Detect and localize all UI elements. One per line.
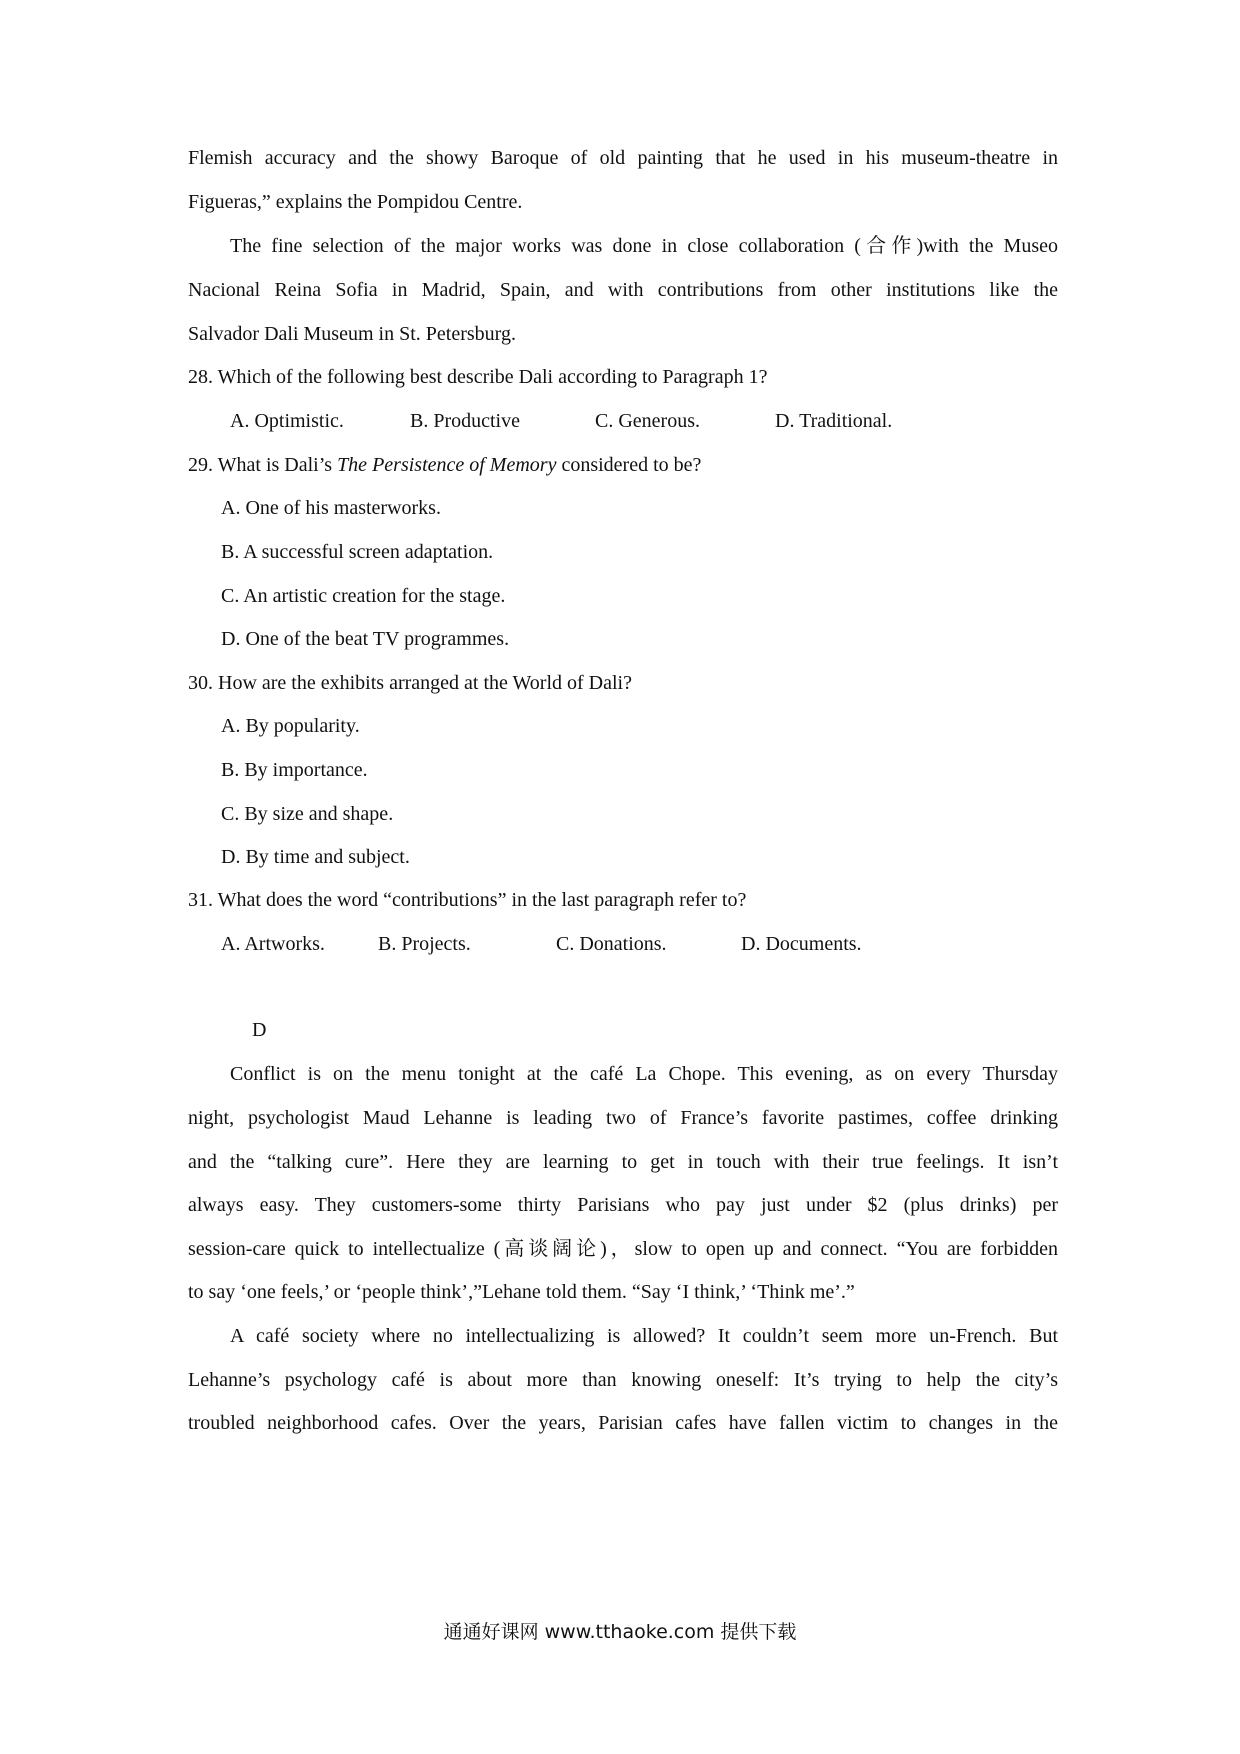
question-29-option-a: A. One of his masterworks. (221, 497, 441, 519)
question-29-stem-suffix: considered to be? (556, 454, 702, 476)
section-d-heading: D (252, 1019, 267, 1041)
section-d-para2-line-3: troubled neighborhood cafes. Over the years, Parisian cafes have fallen victim to changes in the (188, 1412, 1058, 1434)
question-29-stem-title: The Persistence of Memory (337, 454, 557, 476)
question-28-option-b: B. Productive (410, 410, 520, 432)
section-d-para1-line-1: Conflict is on the menu tonight at the café La Chope. This evening, as on every Thursday (230, 1063, 1058, 1085)
section-d-para2-line-2: Lehanne’s psychology café is about more than knowing oneself: It’s trying to help the city’s (188, 1369, 1058, 1391)
question-31-stem: 31. What does the word “contributions” in the last paragraph refer to? (188, 889, 747, 911)
question-29-stem-prefix: 29. What is Dali’s (188, 454, 338, 476)
question-31-option-d: D. Documents. (741, 933, 862, 955)
passage-c-line-3: The fine selection of the major works was done in close collaboration (合作)with the Museo (230, 235, 1058, 257)
question-30-option-c: C. By size and shape. (221, 803, 394, 825)
question-28-option-a: A. Optimistic. (230, 410, 344, 432)
section-d-para1-line-5: session-care quick to intellectualize (高谈阔论)，slow to open up and connect. “You are forbidden (188, 1238, 1058, 1260)
question-31-option-a: A. Artworks. (221, 933, 325, 955)
passage-c-line-1: Flemish accuracy and the showy Baroque of old painting that he used in his museum-theatre in (188, 147, 1058, 169)
section-d-para1-line-6: to say ‘one feels,’ or ‘people think’,”Lehane told them. “Say ‘I think,’ ‘Think me’.” (188, 1281, 855, 1303)
passage-c-line-5: Salvador Dali Museum in St. Petersburg. (188, 323, 516, 345)
section-d-para1-line-3: and the “talking cure”. Here they are learning to get in touch with their true feelings. It isn’t (188, 1151, 1058, 1173)
question-29-option-d: D. One of the beat TV programmes. (221, 628, 510, 650)
question-29-option-b: B. A successful screen adaptation. (221, 541, 494, 563)
question-29-stem (188, 453, 701, 477)
question-31-option-c: C. Donations. (556, 933, 667, 955)
question-30-option-d: D. By time and subject. (221, 846, 410, 868)
question-30-option-b: B. By importance. (221, 759, 368, 781)
section-d-para1-line-4: always easy. They customers-some thirty Parisians who pay just under $2 (plus drinks) per (188, 1194, 1058, 1216)
section-d-para2-line-1: A café society where no intellectualizing is allowed? It couldn’t seem more un-French. But (230, 1325, 1058, 1347)
question-31-option-b: B. Projects. (378, 933, 471, 955)
section-d-para1-line-2: night, psychologist Maud Lehanne is leading two of France’s favorite pastimes, coffee drinking (188, 1107, 1058, 1129)
passage-c-line-2: Figueras,” explains the Pompidou Centre. (188, 191, 523, 213)
page-footer: 通通好课网 www.tthaoke.com 提供下载 (443, 1621, 797, 1643)
question-28-stem: 28. Which of the following best describe Dali according to Paragraph 1? (188, 366, 768, 388)
question-30-option-a: A. By popularity. (221, 715, 360, 737)
question-29-option-c: C. An artistic creation for the stage. (221, 585, 506, 607)
passage-c-line-4: Nacional Reina Sofia in Madrid, Spain, and with contributions from other institutions like the (188, 279, 1058, 301)
question-28-option-c: C. Generous. (595, 410, 700, 432)
question-30-stem: 30. How are the exhibits arranged at the World of Dali? (188, 672, 632, 694)
question-28-option-d: D. Traditional. (775, 410, 893, 432)
